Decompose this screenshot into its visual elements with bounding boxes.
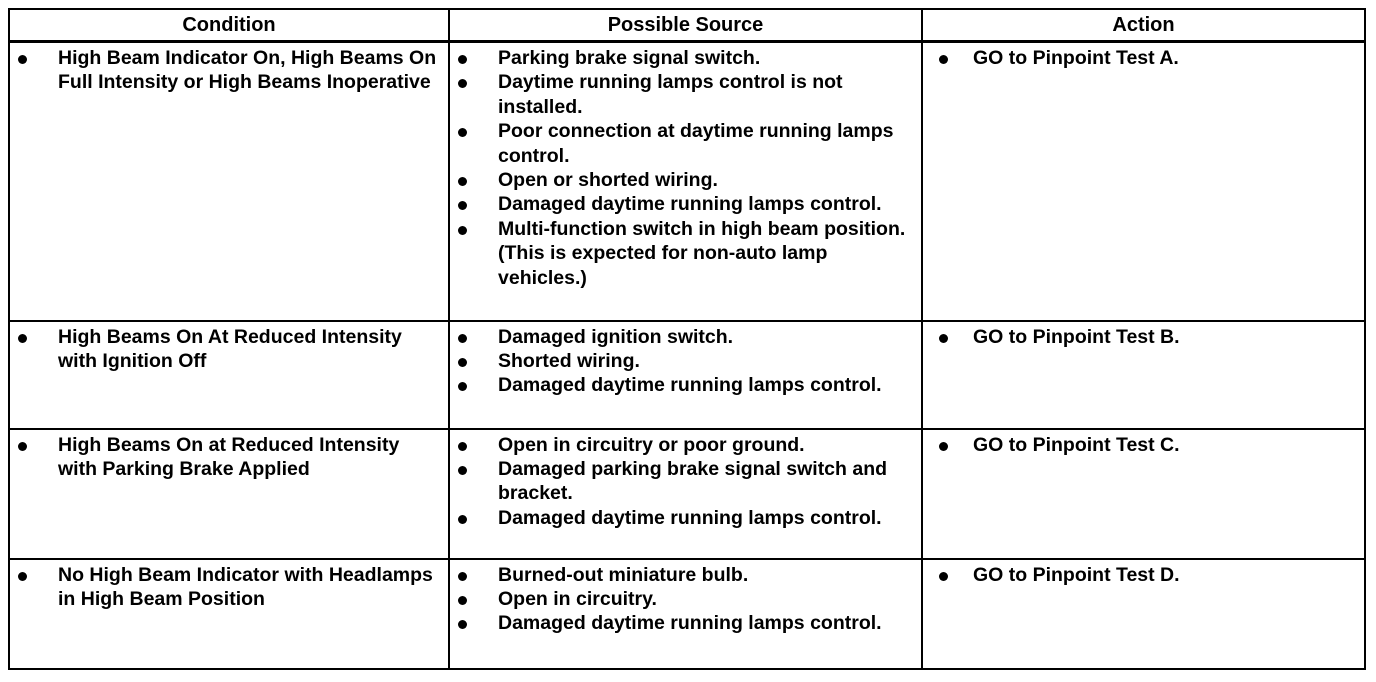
- header-possible-source: Possible Source: [449, 9, 922, 42]
- action-text: GO to Pinpoint Test B.: [973, 325, 1180, 348]
- action-text: GO to Pinpoint Test D.: [973, 563, 1180, 586]
- bullet-icon: [458, 55, 467, 64]
- condition-item: [14, 46, 442, 95]
- bullet-icon: [939, 442, 948, 451]
- condition-cell: [9, 42, 449, 321]
- action-text: GO to Pinpoint Test C.: [973, 433, 1180, 456]
- bullet-icon: [939, 572, 948, 581]
- table-header-row: [9, 9, 1365, 42]
- condition-text: No High Beam Indicator with Headlamps in High Beam Position: [58, 563, 433, 610]
- source-item: [454, 70, 915, 119]
- source-list: [454, 433, 915, 531]
- condition-list: [14, 46, 442, 95]
- action-item: [927, 46, 1358, 70]
- condition-item: [14, 563, 442, 612]
- source-item: [454, 46, 915, 70]
- source-item: [454, 168, 915, 192]
- table-row: [9, 559, 1365, 669]
- bullet-icon: [458, 515, 467, 524]
- header-action: Action: [922, 9, 1365, 42]
- possible-source-cell: [449, 559, 922, 669]
- source-text: Damaged daytime running lamps control.: [498, 374, 882, 397]
- source-item: [454, 587, 915, 611]
- source-item: [454, 192, 915, 216]
- source-item: [454, 217, 915, 290]
- bullet-icon: [458, 596, 467, 605]
- bullet-icon: [458, 572, 467, 581]
- action-list: [927, 433, 1358, 457]
- source-text: Damaged daytime running lamps control.: [498, 612, 882, 635]
- condition-text: High Beams On At Reduced Intensity with Ignition Off: [58, 325, 402, 372]
- symptom-chart-table: [8, 8, 1366, 670]
- possible-source-cell: [449, 321, 922, 429]
- possible-source-cell: [449, 42, 922, 321]
- bullet-icon: [458, 201, 467, 210]
- source-item: [454, 433, 915, 457]
- bullet-icon: [458, 226, 467, 235]
- action-cell: [922, 42, 1365, 321]
- bullet-icon: [458, 358, 467, 367]
- source-list: [454, 563, 915, 636]
- source-text: Burned-out miniature bulb.: [498, 563, 749, 586]
- diagnosis-table-sheet: [8, 8, 1364, 670]
- source-item: [454, 119, 915, 168]
- source-item: [454, 373, 915, 397]
- source-text: Shorted wiring.: [498, 349, 640, 372]
- bullet-icon: [18, 572, 27, 581]
- condition-list: [14, 433, 442, 482]
- table-body: [9, 42, 1365, 669]
- source-item: [454, 457, 915, 506]
- condition-text: High Beams On at Reduced Intensity with Parking Brake Applied: [58, 433, 400, 480]
- bullet-icon: [18, 442, 27, 451]
- possible-source-cell: [449, 429, 922, 559]
- condition-list: [14, 325, 442, 374]
- source-text: Open in circuitry.: [498, 587, 657, 610]
- table-row: [9, 42, 1365, 321]
- source-text: Damaged parking brake signal switch and bracket.: [498, 457, 888, 505]
- bullet-icon: [458, 177, 467, 186]
- source-text: Damaged ignition switch.: [498, 325, 734, 348]
- bullet-icon: [458, 466, 467, 475]
- action-item: [927, 563, 1358, 587]
- source-item: [454, 325, 915, 349]
- source-item: [454, 563, 915, 587]
- header-condition: Condition: [9, 9, 449, 42]
- source-list: [454, 325, 915, 398]
- source-text: Daytime running lamps control is not installed.: [498, 71, 843, 118]
- condition-cell: [9, 559, 449, 669]
- source-item: [454, 506, 915, 530]
- action-list: [927, 46, 1358, 70]
- bullet-icon: [939, 55, 948, 64]
- source-text: Parking brake signal switch.: [498, 47, 761, 69]
- condition-item: [14, 433, 442, 482]
- action-list: [927, 325, 1358, 349]
- bullet-icon: [18, 55, 27, 64]
- action-cell: [922, 429, 1365, 559]
- table-row: [9, 429, 1365, 559]
- bullet-icon: [458, 334, 467, 343]
- condition-item: [14, 325, 442, 374]
- source-text: Damaged daytime running lamps control.: [498, 506, 882, 529]
- action-cell: [922, 321, 1365, 429]
- condition-cell: [9, 429, 449, 559]
- condition-list: [14, 563, 442, 612]
- table-row: [9, 321, 1365, 429]
- source-text: Open or shorted wiring.: [498, 169, 718, 192]
- action-list: [927, 563, 1358, 587]
- action-item: [927, 433, 1358, 457]
- source-list: [454, 46, 915, 290]
- bullet-icon: [18, 334, 27, 343]
- bullet-icon: [458, 79, 467, 88]
- source-text: Poor connection at daytime running lamps control.: [498, 120, 894, 167]
- action-item: [927, 325, 1358, 349]
- action-cell: [922, 559, 1365, 669]
- source-text: Multi-function switch in high beam position. (This is expected for non-auto lamp vehicles.): [498, 217, 906, 289]
- bullet-icon: [458, 442, 467, 451]
- bullet-icon: [458, 128, 467, 137]
- source-text: Open in circuitry or poor ground.: [498, 433, 805, 456]
- bullet-icon: [458, 382, 467, 391]
- source-item: [454, 349, 915, 373]
- source-text: Damaged daytime running lamps control.: [498, 193, 882, 216]
- bullet-icon: [939, 334, 948, 343]
- action-text: GO to Pinpoint Test A.: [973, 47, 1179, 69]
- source-item: [454, 611, 915, 635]
- bullet-icon: [458, 620, 467, 629]
- condition-text: High Beam Indicator On, High Beams On Full Intensity or High Beams Inoperative: [58, 47, 437, 94]
- condition-cell: [9, 321, 449, 429]
